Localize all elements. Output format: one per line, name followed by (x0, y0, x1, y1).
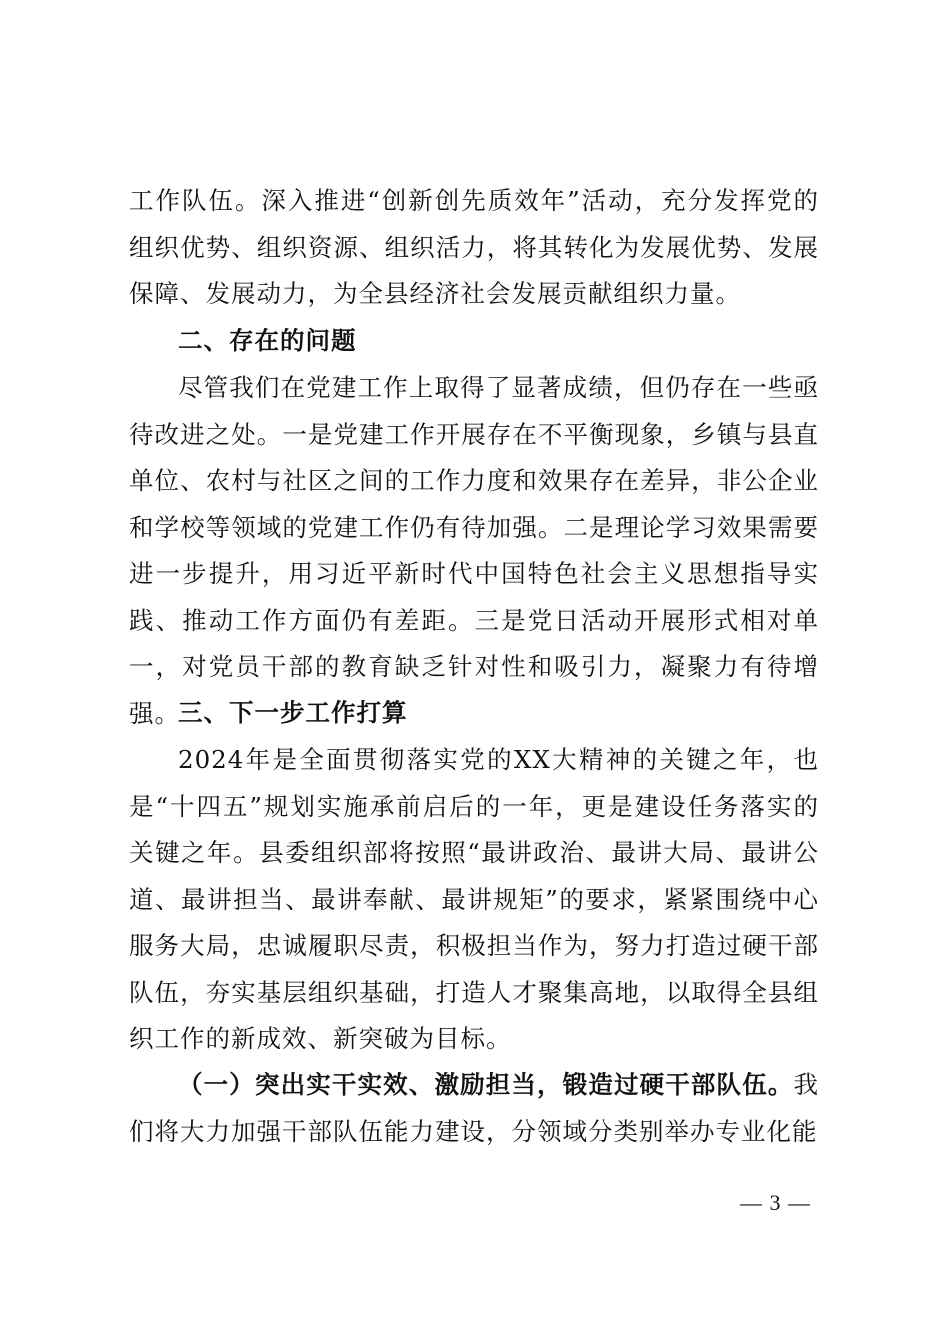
paragraph-problems: 尽管我们在党建工作上取得了显著成绩，但仍存在一些亟待改进之处。一是党建工作开展存在不平衡现象，乡镇与县直单位、农村与社区之间的工作力度和效果存在差异，非公企业和学校等领域的党建工作仍有待加强。二是理论学习效果需要进一步提升，用习近平新时代中国特色社会主义思想指导实践、推动工作方面仍有差距。三是党日活动开展形式相对单一，对党员干部的教育缺乏针对性和吸引力，凝聚力有待增强。 (129, 373, 819, 728)
section-heading-next-steps: 三、下一步工作打算 (178, 698, 408, 727)
paragraph-sub-section-1 (129, 1062, 819, 1155)
section-heading-problems: 二、存在的问题 (178, 326, 357, 355)
sub-heading-1: （一）突出实干实效、激励担当，锻造过硬干部队伍。 (178, 1070, 794, 1099)
sub-section-1-text: 我们将大力加强干部队伍能力建设，分领域分类别举办专业化能 (129, 1070, 819, 1146)
paragraph-plan: 2024年是全面贯彻落实党的XX大精神的关键之年，也是“十四五”规划实施承前启后的一年，更是建设任务落实的关键之年。县委组织部将按照“最讲政治、最讲大局、最讲公道、最讲担当、最讲奉献、最讲规矩”的要求，紧紧围绕中心服务大局，忠诚履职尽责，积极担当作为，努力打造过硬干部队伍，夯实基层组织基础，打造人才聚集高地，以取得全县组织工作的新成效、新突破为目标。 (129, 745, 819, 1053)
page-number: — 3 — (740, 1190, 811, 1215)
paragraph-continuation: 工作队伍。深入推进“创新创先质效年”活动，充分发挥党的组织优势、组织资源、组织活力，将其转化为发展优势、发展保障、发展动力，为全县经济社会发展贡献组织力量。 (129, 186, 819, 308)
